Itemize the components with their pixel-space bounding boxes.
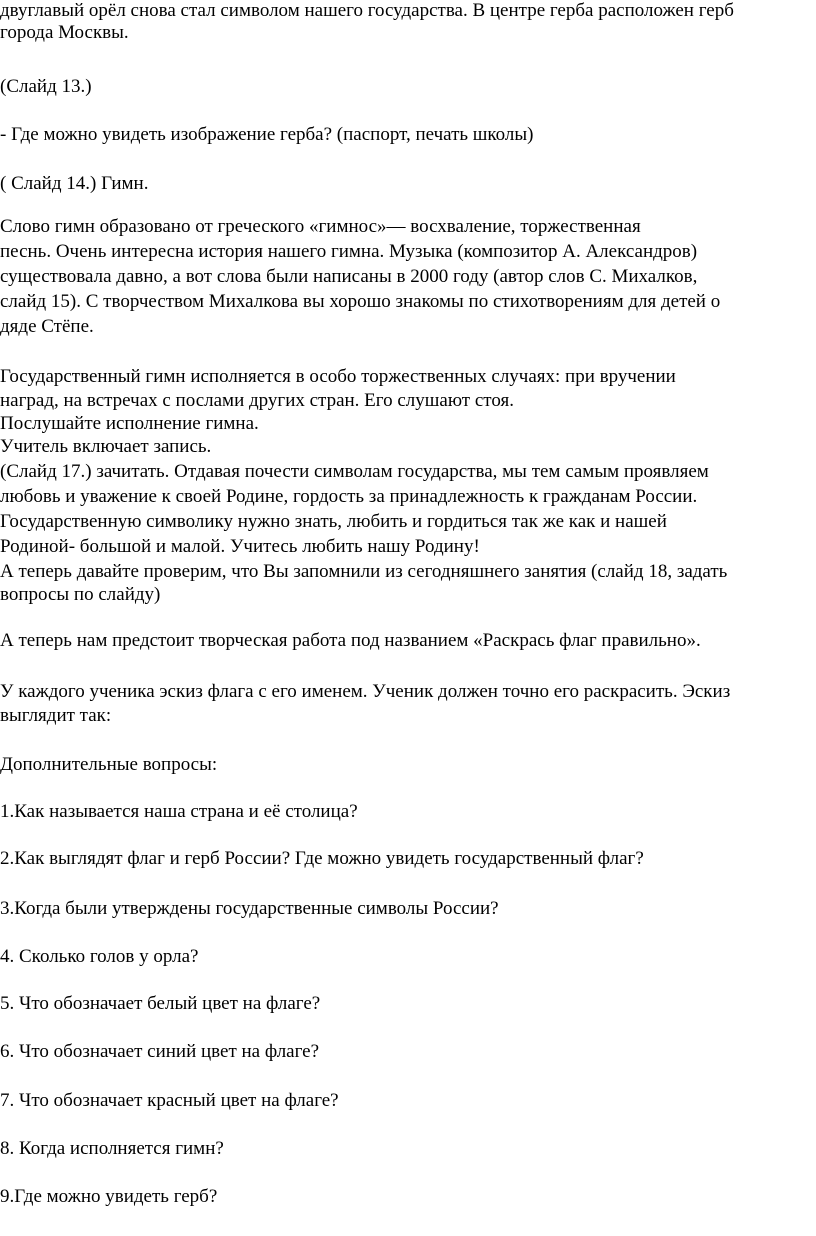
text-line: А теперь нам предстоит творческая работа под названием «Раскрась флаг правильно». (0, 630, 701, 651)
text-line: выглядит так: (0, 705, 112, 726)
text-line: наград, на встречах с послами других стран. Его слушают стоя. (0, 390, 514, 411)
text-line: 5. Что обозначает белый цвет на флаге? (0, 993, 321, 1014)
text-line: Послушайте исполнение гимна. (0, 413, 259, 434)
text-line: Слово гимн образовано от греческого «гимнос»— восхваление, торжественная (0, 216, 641, 237)
text-line: существовала давно, а вот слова были написаны в 2000 году (автор слов С. Михалков, (0, 266, 698, 287)
text-line: 3.Когда были утверждены государственные символы России? (0, 898, 499, 919)
text-line: двуглавый орёл снова стал символом нашего государства. В центре герба расположен герб (0, 0, 734, 21)
text-line: А теперь давайте проверим, что Вы запомнили из сегодняшнего занятия (слайд 18, задать (0, 561, 728, 582)
text-line: - Где можно увидеть изображение герба? (паспорт, печать школы) (0, 124, 534, 145)
text-line: слайд 15). С творчеством Михалкова вы хорошо знакомы по стихотворениям для детей о (0, 291, 721, 312)
text-line: Учитель включает запись. (0, 436, 212, 457)
text-line: Государственную символику нужно знать, любить и гордиться так же как и нашей (0, 511, 667, 532)
text-line: 8. Когда исполняется гимн? (0, 1138, 224, 1159)
text-line: Родиной- большой и малой. Учитесь любить нашу Родину! (0, 536, 480, 557)
text-line: Дополнительные вопросы: (0, 754, 218, 775)
text-line: 9.Где можно увидеть герб? (0, 1186, 218, 1207)
text-line: ( Слайд 14.) Гимн. (0, 173, 149, 194)
text-line: 7. Что обозначает красный цвет на флаге? (0, 1090, 339, 1111)
text-line: 6. Что обозначает синий цвет на флаге? (0, 1041, 320, 1062)
text-line: дяде Стёпе. (0, 316, 94, 337)
text-line: вопросы по слайду) (0, 584, 161, 605)
text-line: Государственный гимн исполняется в особо торжественных случаях: при вручении (0, 366, 676, 387)
text-line: 2.Как выглядят флаг и герб России? Где можно увидеть государственный флаг? (0, 848, 644, 869)
text-line: любовь и уважение к своей Родине, гордость за принадлежность к гражданам России. (0, 486, 698, 507)
text-line: У каждого ученика эскиз флага с его именем. Ученик должен точно его раскрасить. Эскиз (0, 681, 731, 702)
text-line: песнь. Очень интересна история нашего гимна. Музыка (композитор А. Александров) (0, 241, 698, 262)
text-line: (Слайд 13.) (0, 76, 92, 97)
text-line: 1.Как называется наша страна и её столица? (0, 801, 358, 822)
text-line: города Москвы. (0, 22, 129, 43)
text-line: 4. Сколько голов у орла? (0, 946, 199, 967)
text-line: (Слайд 17.) зачитать. Отдавая почести символам государства, мы тем самым проявляем (0, 461, 709, 482)
